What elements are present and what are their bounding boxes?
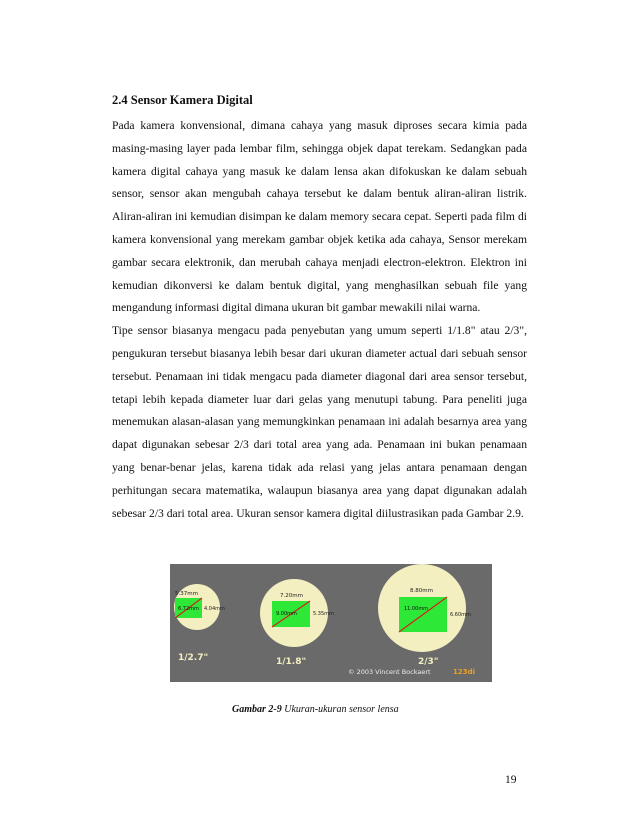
figure-logo: 123di [453,668,476,676]
page-number: 19 [505,774,517,786]
sensor-1-width-label: 5.37mm [175,591,198,597]
sensor-2-diagonal-label: 9.00mm [276,611,297,617]
caption-label: Gambar 2-9 [232,704,282,715]
sensor-2-width-label: 7.20mm [280,593,303,599]
sensor-2-height-label: 5.35mm [313,611,334,617]
sensor-1-height-label: 4.04mm [204,606,225,612]
sensor-1-format-label: 1/2.7" [178,653,209,663]
sensor-3-width-label: 8.80mm [410,588,433,594]
figure-caption [232,704,399,715]
sensor-3-diagonal-label: 11.00mm [404,606,429,612]
caption-text: Ukuran-ukuran sensor lensa [281,704,399,715]
figure-copyright: © 2003 Vincent Bockaert [348,668,431,676]
body-text [112,115,527,525]
sensor-3-height-label: 6.60mm [450,612,471,618]
sensor-2-format-label: 1/1.8" [276,657,307,667]
section-heading: 2.4 Sensor Kamera Digital [112,93,253,107]
paragraph-2: Tipe sensor biasanya mengacu pada penyebutan yang umum seperti 1/1.8" atau 2/3", pengukuran tersebut biasanya lebih besar dari ukuran diameter actual dari sebuah sensor tersebut. Penamaan ini tidak mengacu pada diameter diagonal dari area sensor tersebut, tetapi lebih kepada diameter luar dari gelas yang menutupi tabung. Para peneliti juga menemukan alasan-alasan yang memungkinkan penamaan ini adalah besarnya area yang dapat digunakan sebesar 2/3 dari total area yang ada. Penamaan ini bukan penamaan yang benar-benar jelas, karena tidak ada relasi yang jelas antara penamaan dengan perhitungan secara matematika, walaupun biasanya area yang dapat digunakan adalah sebesar 2/3 dari total area. Ukuran sensor kamera digital diilustrasikan pada Gambar 2.9. [112,324,527,520]
sensor-3-format-label: 2/3" [418,657,439,667]
paragraph-1: Pada kamera konvensional, dimana cahaya yang masuk diproses secara kimia pada masing-masing layer pada lembar film, sehingga objek dapat terekam. Sedangkan pada kamera digital cahaya yang masuk ke dalam lensa akan difokuskan ke dalam sebuah sensor, sensor akan mengubah cahaya tersebut ke dalam bentuk aliran-aliran listrik. Aliran-aliran ini kemudian disimpan ke dalam memory secara cepat. Seperti pada film di kamera konvensional yang merekam gambar objek ketika ada cahaya, Sensor merekam gambar secara elektronik, dan merubah cahaya menjadi electron-elektron. Elektron ini kemudian dikonversi ke dalam bentuk digital, yang menghasilkan sebuah file yang mengandung informasi digital dimana ukuran bit gambar mewakili nilai warna. [112,119,527,315]
sensor-1-diagonal-label: 6.72mm [178,606,199,612]
sensor-size-figure [170,564,492,682]
sensor-size-diagram [170,564,492,682]
